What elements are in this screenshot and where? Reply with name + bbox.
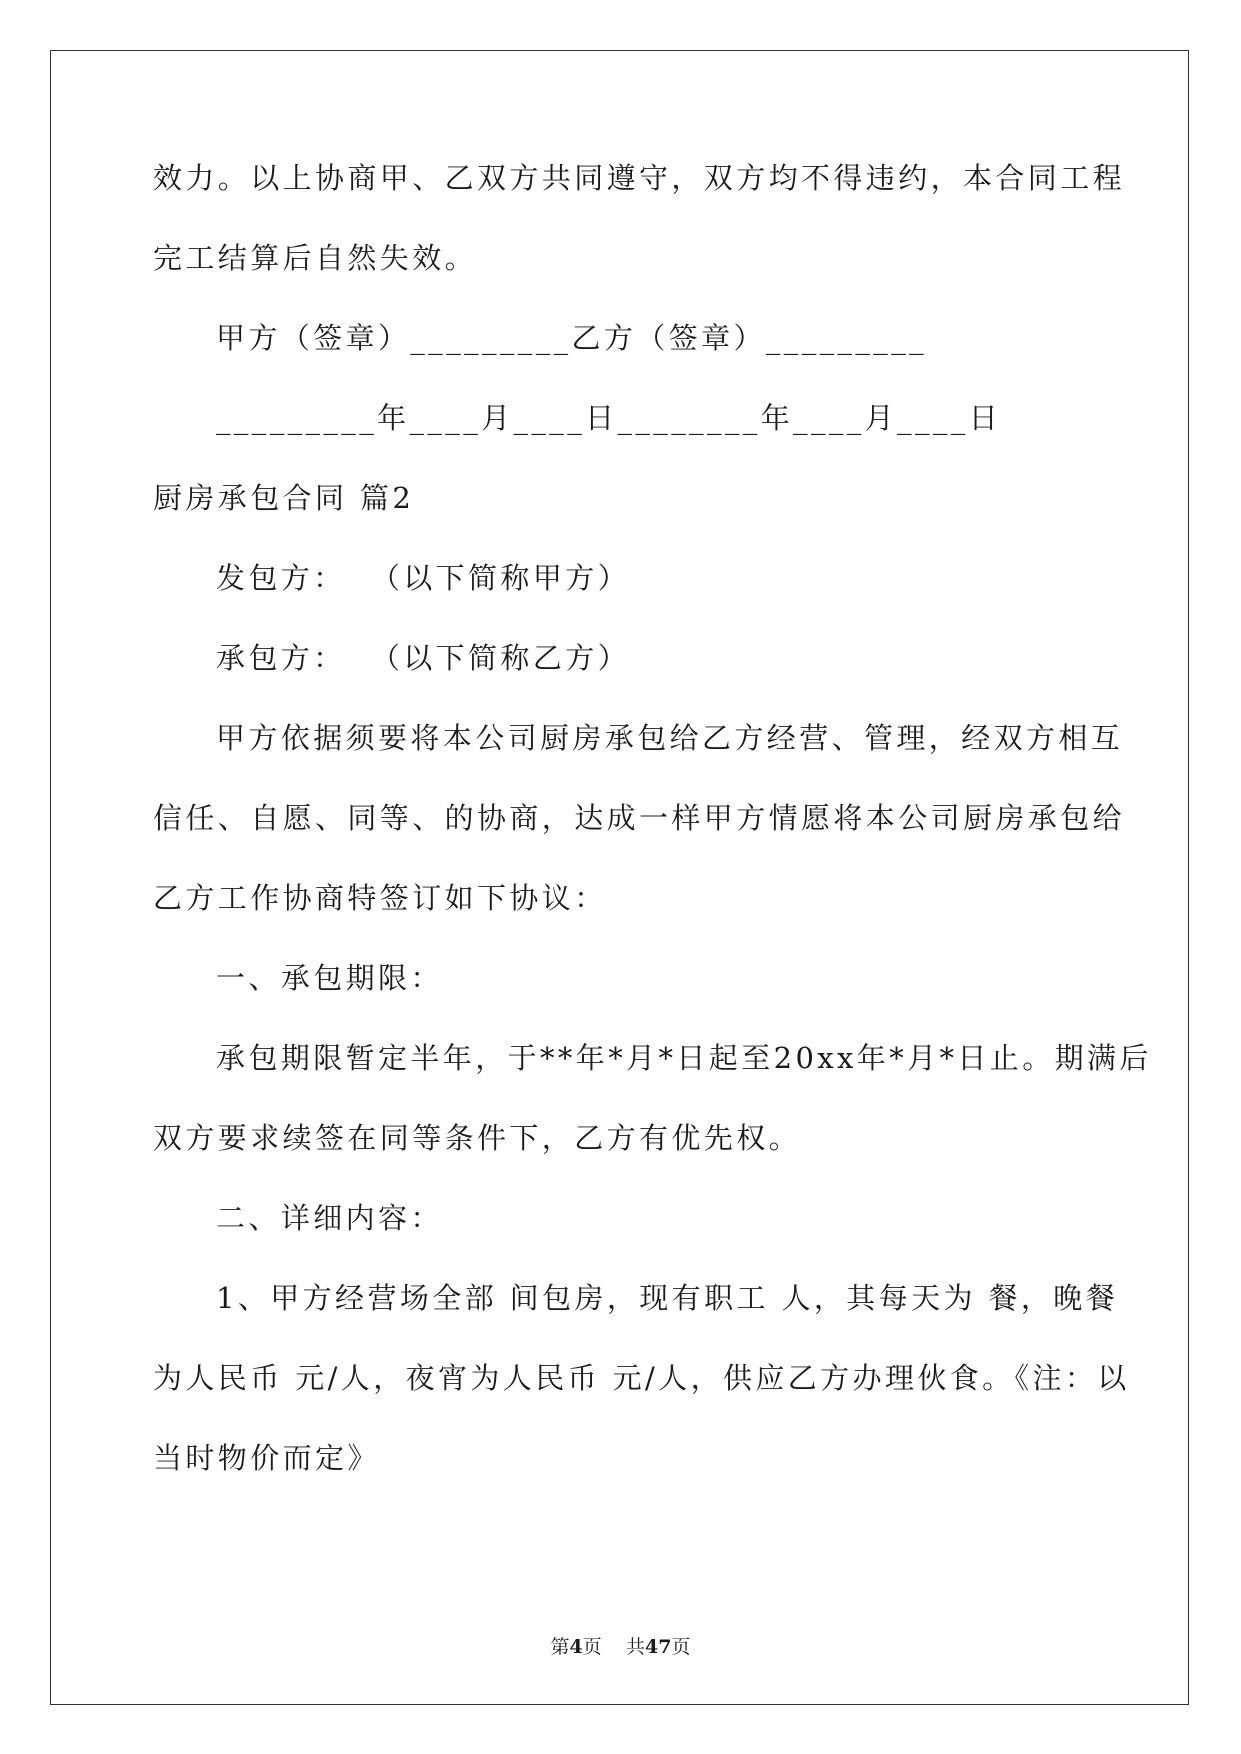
party-b-line: 承包方： （以下简称乙方） bbox=[216, 641, 631, 675]
footer-total-pages: 47 bbox=[644, 1636, 672, 1658]
text-line-13: 双方要求续签在同等条件下，乙方有优先权。 bbox=[153, 1121, 802, 1155]
text-line-12: 承包期限暂定半年，于**年*月*日起至20xx年*月*日止。期满后 bbox=[216, 1041, 1152, 1075]
footer-total-prefix: 共 bbox=[625, 1636, 645, 1658]
text-line-15: 1、甲方经营场全部 间包房，现有职工 人，其每天为 餐，晚餐 bbox=[216, 1281, 1119, 1315]
footer-page-suffix: 页 bbox=[582, 1636, 602, 1658]
footer-total-suffix: 页 bbox=[671, 1636, 691, 1658]
text-line-1: 效力。以上协商甲、乙双方共同遵守，双方均不得违约，本合同工程 bbox=[153, 161, 1126, 195]
text-line-9: 信任、自愿、同等、的协商，达成一样甲方情愿将本公司厨房承包给 bbox=[153, 801, 1126, 835]
text-line-2: 完工结算后自然失效。 bbox=[153, 241, 478, 275]
clause-heading-2: 二、详细内容： bbox=[216, 1201, 443, 1235]
clause-heading-1: 一、承包期限： bbox=[216, 961, 443, 995]
footer-prefix: 第 bbox=[550, 1636, 570, 1658]
document-body bbox=[153, 160, 1152, 1520]
footer-page-number: 4 bbox=[569, 1636, 583, 1658]
section-title: 厨房承包合同 篇2 bbox=[153, 481, 415, 515]
signature-line: 甲方（签章）_________乙方（签章）_________ bbox=[216, 321, 928, 355]
page-footer bbox=[0, 1632, 1241, 1659]
text-line-16: 为人民币 元/人，夜宵为人民币 元/人，供应乙方办理伙食。《注：以 bbox=[153, 1361, 1130, 1395]
date-line: _________年____月____日________年____月____日 bbox=[216, 401, 1002, 435]
text-line-17: 当时物价而定》 bbox=[153, 1441, 380, 1475]
text-line-10: 乙方工作协商特签订如下协议： bbox=[153, 881, 607, 915]
party-a-line: 发包方： （以下简称甲方） bbox=[216, 561, 631, 595]
text-line-8: 甲方依据须要将本公司厨房承包给乙方经营、管理，经双方相互 bbox=[216, 721, 1124, 755]
